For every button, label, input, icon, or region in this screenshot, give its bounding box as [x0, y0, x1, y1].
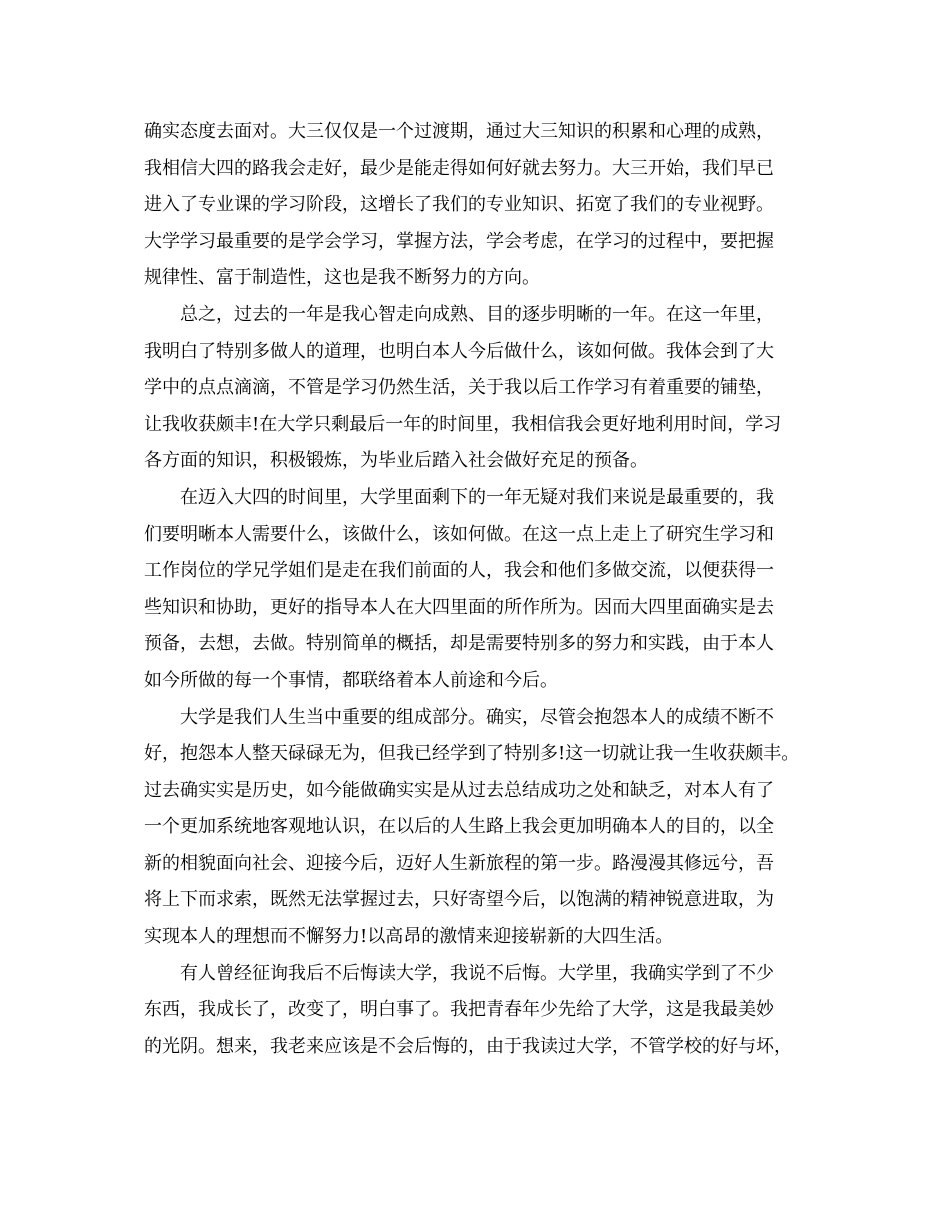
text-line: 学中的点点滴滴，不管是学习仍然生活，关于我以后工作学习有着重要的铺垫， — [144, 377, 774, 399]
text-line: 我相信大四的路我会走好，最少是能走得如何好就去努力。大三开始，我们早已 — [144, 157, 774, 179]
text-line: 东西，我成长了，改变了，明白事了。我把青春年少先给了大学，这是我最美妙 — [144, 999, 774, 1021]
text-line: 我明白了特别多做人的道理，也明白本人今后做什么，该如何做。我体会到了大 — [144, 340, 774, 362]
text-line: 确实态度去面对。大三仅仅是一个过渡期，通过大三知识的积累和心理的成熟， — [144, 121, 774, 142]
paragraph-first-line: 在迈入大四的时间里，大学里面剩下的一年无疑对我们来说是最重要的，我 — [180, 486, 774, 508]
text-line: 将上下而求索，既然无法掌握过去，只好寄望今后，以饱满的精神锐意进取，为 — [144, 889, 774, 911]
document-body — [144, 114, 824, 1065]
text-line: 好，抱怨本人整天碌碌无为，但我已经学到了特别多!这一切就让我一生收获颇丰。 — [144, 743, 800, 765]
text-line: 工作岗位的学兄学姐们是走在我们前面的人，我会和他们多做交流，以便获得一 — [144, 560, 774, 582]
text-line: 各方面的知识，积极锻炼，为毕业后踏入社会做好充足的预备。 — [144, 450, 648, 472]
text-line: 新的相貌面向社会、迎接今后，迈好人生新旅程的第一步。路漫漫其修远兮，吾 — [144, 852, 774, 874]
paragraph-first-line: 有人曾经征询我后不后悔读大学，我说不后悔。大学里，我确实学到了不少 — [180, 962, 774, 984]
text-line: 进入了专业课的学习阶段，这增长了我们的专业知识、拓宽了我们的专业视野。 — [144, 194, 774, 216]
text-line: 大学学习最重要的是学会学习，掌握方法，学会考虑，在学习的过程中，要把握 — [144, 230, 774, 252]
text-line: 如今所做的每一个事情，都联络着本人前途和今后。 — [144, 669, 558, 691]
paragraph-first-line: 大学是我们人生当中重要的组成部分。确实，尽管会抱怨本人的成绩不断不 — [180, 706, 774, 728]
text-line: 一个更加系统地客观地认识，在以后的人生路上我会更加明确本人的目的，以全 — [144, 816, 774, 838]
paragraph-first-line: 总之，过去的一年是我心智走向成熟、目的逐步明晰的一年。在这一年里， — [180, 303, 774, 325]
text-line: 预备，去想，去做。特别简单的概括，却是需要特别多的努力和实践，由于本人 — [144, 633, 774, 655]
text-line: 些知识和协助，更好的指导本人在大四里面的所作所为。因而大四里面确实是去 — [144, 596, 774, 618]
text-line: 让我收获颇丰!在大学只剩最后一年的时间里，我相信我会更好地利用时间，学习 — [144, 413, 782, 435]
text-line: 的光阴。想来，我老来应该是不会后悔的，由于我读过大学，不管学校的好与坏， — [144, 1035, 792, 1057]
text-line: 规律性、富于制造性，这也是我不断努力的方向。 — [144, 267, 540, 289]
text-line: 实现本人的理想而不懈努力!以高昂的激情来迎接崭新的大四生活。 — [144, 926, 674, 948]
text-line: 们要明晰本人需要什么，该做什么，该如何做。在这一点上走上了研究生学习和 — [144, 523, 774, 545]
text-line: 过去确实实是历史，如今能做确实实是从过去总结成功之处和缺乏，对本人有了 — [144, 779, 774, 801]
